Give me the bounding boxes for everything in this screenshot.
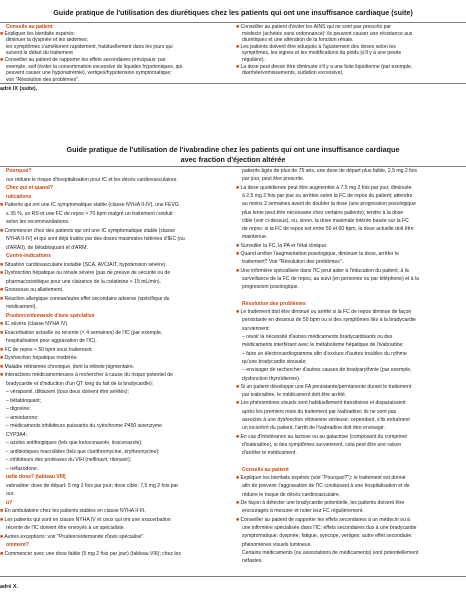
bullet-icon: ■ [236, 433, 241, 440]
text-line: – médicaments inhibiteurs puissants du cytochrome P450 isoenzyme [6, 423, 163, 429]
top-divider [0, 22, 466, 23]
bullet-icon: ■ [0, 516, 5, 523]
text-line: après les premiers mois du traitement par ivabradine; ils ne sont pas [242, 408, 397, 415]
text-line: récente de l'IC doivent être envoyés à un spécialiste. [6, 525, 126, 531]
section-heading: uelle dose? (tableau VIII) [6, 474, 66, 480]
bullet-icon: ■ [236, 43, 241, 50]
text-line: ■ IC sévère (classe NYHA IV). [0, 321, 69, 327]
text-line: ■ Conseiller au patient de rapporter les effets secondaires principaux: par [0, 57, 166, 63]
text-line: surviennent: [242, 325, 270, 332]
bullet-icon: ■ [0, 550, 5, 557]
bullet-icon: ■ [0, 363, 5, 370]
text-line: vabradine: dose de départ: 5 mg 2 fois par jour; dose cible: 7,5 mg 2 fois par [6, 482, 179, 489]
text-line: médecin (achetés sans ordonnance): ils peuvent causer une résistance aux [242, 30, 413, 37]
text-line: ■ Situation cardiovasculaire instable (SCA, AVC/AIT, hypotension sévère). [0, 261, 167, 268]
text-line: our. [6, 491, 15, 497]
section-heading: Chez qui et quand? [6, 185, 53, 191]
text-line: par jour, peut être prescrite. [242, 176, 305, 183]
text-line: ■ Expliquer les bienfaits espérés (voir "Pourquoi?"): le traitement est donné [236, 475, 406, 482]
section-heading: ndications [6, 193, 32, 200]
top-bottom-divider [0, 83, 466, 84]
text-line: ■ Commencer chez des patients qui ont une IC symptomatique stable (classe [0, 227, 175, 234]
text-line: diminuer la dyspnée et les œdèmes; [6, 37, 89, 44]
text-line: – digoxine; [6, 406, 31, 412]
bottom-bottom-divider [0, 576, 466, 577]
text-line: cible (voir ci-dessus), ou, sinon, la dose maximale tolérée basée sur la FC [242, 217, 409, 224]
bullet-icon: ■ [0, 321, 5, 327]
top-right-column [236, 24, 466, 88]
text-line: our réduire le risque d'hospitalisation pour IC et les décès cardiovasculaires. [6, 176, 178, 183]
text-line: – néfazodone. [6, 465, 39, 472]
text-line: ■ Patients qui ont une IC symptomatique stable (classe NYHA II-IV), une FEVG [0, 202, 179, 208]
text-line: par ivabradine, le médicament doit être arrêté. [242, 392, 347, 399]
text-line: – amiodarone; [6, 414, 39, 421]
text-line: CYP3A4; [6, 431, 27, 438]
text-line: d'ARAII), de bêtabloquant et d'ARM. [6, 244, 88, 251]
bullet-icon: ■ [0, 270, 5, 276]
text-line: ■ La dose peut devoir être diminuée s'il y a une fuite liquidienne (par exemple, [236, 63, 413, 70]
text-line: ■ Grossesse ou allaitement. [0, 287, 64, 293]
text-line: ■ Quand arrêter l'augmentation posologique, diminuer la dose, arrêter le [236, 251, 399, 257]
bullet-icon: ■ [236, 500, 241, 506]
text-line: les symptômes s'améliorent rapidement, habituellement dans les jours qui [6, 43, 173, 50]
bullet-icon: ■ [0, 355, 5, 361]
bullet-icon: ■ [0, 329, 5, 336]
top-caption: adré IX (suite). [0, 86, 38, 92]
section-heading: Prudence/demande d'avis spécialisé [6, 312, 95, 319]
text-line: maintenue. [242, 234, 268, 241]
section-heading: Conseils au patient [242, 466, 289, 473]
text-line: patients âgés de plus de 75 ans, une dose de départ plus faible, 2,5 mg 2 fois [242, 168, 418, 174]
text-line: d'ivabradine), si des symptômes surviennent, cela peut être une raison [242, 441, 402, 448]
text-line: ■ Interactions médicamenteuses à rechercher à cause du risque potentiel de [0, 372, 173, 378]
text-line: ■ FC de repos < 50 bpm sous traitement. [0, 346, 93, 353]
section-heading: Résolution des problèmes [242, 300, 306, 307]
text-line: néfastes. [242, 558, 263, 565]
text-line: diurétiques et une altération de la fonction rénale. [242, 37, 354, 44]
top-left-column [0, 24, 232, 88]
text-line: qu'une bradycardie sinusale; [242, 358, 307, 365]
text-line: ■ La dose quotidienne peut être augmentée à 7,5 mg 2 fois par jour, diminuée [236, 184, 412, 191]
bullet-icon: ■ [0, 227, 5, 234]
bottom-caption: adré X. [0, 584, 18, 590]
bottom-table-title-line1: Guide pratique de l'utilisation de l'ivabradine chez les patients qui ont une insuffisance cardiaque [66, 145, 400, 154]
section-heading: Pourquoi? [6, 168, 32, 174]
text-line: ■ Les patients doivent être éduqués à l'ajustement des doses selon les [236, 43, 396, 50]
text-line: réduire le risque de décès cardiovasculaire. [242, 491, 341, 498]
bottom-divider [0, 166, 466, 167]
text-line: régulière). [242, 57, 265, 63]
text-line: – vérapamil, diltiazem (tous deux doivent être arrêtés); [6, 389, 129, 395]
section-heading: Conseils au patient [6, 24, 53, 30]
text-line: ■ Commencer avec une dose faible (5 mg 2 fois par jour) (tableau VIII); chez les [0, 550, 181, 557]
text-line: ■ Les phénomènes visuels sont habituellement transitoires et disparaissent [236, 400, 406, 407]
text-line: selon les recommandations. [6, 219, 70, 225]
text-line: surveillance de la FC de repos, au suivi (en personne ou par téléphone) et à la [242, 275, 419, 282]
text-line: médicament). [6, 304, 37, 310]
text-line: peuvent causer une hyponatrémie), vertiges/hypotension symptomatique; [6, 70, 172, 77]
text-line: hospitalisation pour aggravation de l'IC). [6, 338, 97, 344]
text-line: bradycardie et d'induction d'un QT long du fait de la bradycardie): [6, 380, 154, 387]
bullet-icon: ■ [236, 516, 241, 523]
text-line: ■ Les patients qui sont en classe NYHA IV et ceux qui ont une exacerbation [0, 516, 171, 523]
text-line: plus lente peut être nécessaire chez certains patients); tendre à la dose [242, 209, 404, 216]
text-line: ■ Exacerbation actuelle ou récente (< 4 semaines) de l'IC (par exemple, [0, 329, 163, 336]
section-heading: ù? [6, 499, 13, 506]
text-line: à 2,5 mg 2 fois par jour ou arrêtée selon la FC de repos du patient; attendre [242, 192, 413, 199]
text-line: ■ En cas d'intolérance au lactose ou au galactose (composant du comprimé [236, 433, 408, 440]
text-line: ≤ 35 %, un RS et une FC de repos > 70 bpm malgré un traitement conduit [6, 210, 173, 217]
text-line: diarrhée/vomissements, sudation excessive). [242, 70, 344, 77]
section-heading: omment? [6, 542, 29, 548]
bullet-icon: ■ [236, 475, 241, 482]
bullet-icon: ■ [0, 508, 5, 514]
text-line: dysfonction thyroïdienne). [242, 375, 301, 382]
bullet-icon: ■ [0, 287, 5, 293]
text-line: – faire un électrocardiogramme afin d'exclure d'autres troubles du rythme [242, 350, 407, 357]
text-line: ■ En ambulatoire chez les patients stables en classe NYHA II-III. [0, 508, 146, 514]
bullet-icon: ■ [236, 184, 241, 191]
text-line: – azoles antifongiques (tels que ketoconazole, itraconazole); [6, 440, 143, 446]
text-line: symptomatique: dyspnée, fatigue, syncope, vertiges; autre effet secondaire: [242, 533, 413, 540]
text-line: ■ Une infirmière spécialisée dans l'IC peut aider à l'éducation du patient, à la [236, 267, 409, 274]
text-line: NYHA II-IV) et qui sont déjà traités par des doses maximales tolérées d'IEC (ou [6, 236, 185, 242]
text-line: ■ Réaction allergique connue/autre effet secondaire adverse (spécifique du [0, 295, 170, 302]
text-line: – revoir la nécessité d'autres médicaments bradycardisants ou des [242, 334, 393, 340]
text-line: progression posologique. [242, 284, 299, 291]
text-line: un inconfort du patient, l'arrêt de l'ivabradine doit être envisagé. [242, 425, 385, 432]
text-line: ■ Surveiller la FC, la PA et l'état clinique. [236, 242, 328, 249]
text-line: ■ De façon à détecter une bradycardie potentielle, les patients doivent être [236, 500, 405, 506]
text-line: symptômes, les signes et les modifications du poids (s'il y a une pesée [242, 50, 402, 57]
text-line: exemple, soif (éviter la consommation excessive de liquides hypotoniques, qui [6, 63, 183, 70]
text-line: médicaments interférant avec le métabolisme hépatique de l'ivabradine; [242, 342, 404, 349]
text-line: – bêtabloquant; [6, 397, 42, 404]
bullet-icon: ■ [236, 383, 241, 390]
bullet-icon: ■ [0, 533, 5, 540]
bullet-icon: ■ [0, 202, 5, 208]
text-line: Certains médicaments (ou associations de médicaments) sont potentiellement [242, 549, 419, 556]
text-line: associés à une dysfonction rétinienne sérieuse; cependant, s'ils entraînent [242, 417, 410, 423]
bullet-icon: ■ [0, 30, 5, 37]
text-line: de repos: si la FC de repos est entre 50 et 60 bpm, la dose actuelle doit être [242, 226, 414, 233]
text-line: – inhibiteurs des protéases du VIH (nelfinavir, ritonavir); [6, 457, 132, 463]
bullet-icon: ■ [236, 24, 241, 30]
text-line: persistante en dessous de 50 bpm ou si des symptômes liés à la bradycardie [242, 317, 416, 324]
text-line: ■ Maladie rétinienne chronique, dont la rétinite pigmentaire. [0, 363, 135, 370]
text-line: afin de prévenir l'aggravation de l'IC conduisant à une hospitalisation et de [242, 483, 410, 490]
text-line: au moins 2 semaines avant de doubler la dose (une progression posologique [242, 201, 416, 208]
bullet-icon: ■ [236, 63, 241, 70]
top-table-title: Guide pratique de l'utilisation des diurétiques chez les patients qui ont une insuffisance cardiaque (suite) [53, 8, 413, 17]
text-line: une infirmière spécialisée dans l'IC; effets secondaires dus à une bradycardie [242, 524, 417, 531]
bullet-icon: ■ [0, 295, 5, 302]
text-line: – antibiotiques macrolides (tels que clarithromycine, érythromycine); [6, 448, 160, 455]
text-line: encouragés à mesurer et noter leur FC régulièrement. [242, 508, 364, 515]
text-line: ■ Dysfonction hépatique modérée. [0, 355, 78, 361]
text-line: ■ Expliquer les bienfaits espérés: [0, 30, 76, 37]
section-heading: Contre-indications [6, 253, 51, 259]
text-line: ■ Le traitement doit être diminué ou arrêté si la FC de repos diminue de façon [236, 309, 412, 316]
text-line: ■ Conseiller au patient de rapporter les effets secondaires à un médecin ou à [236, 516, 411, 523]
text-line: pharmacocinétique pour une clairance de la créatinine < 15 mL/min). [6, 278, 162, 285]
text-line: suivent le début du traitement [6, 50, 73, 57]
bottom-table-title-line2: avec fraction d'éjection altérée [180, 155, 286, 164]
text-line: ■ Si un patient développe une FA persistante/permanente durant le traitement [236, 383, 412, 390]
bottom-right-column [236, 168, 466, 568]
text-line: ■ Autres exceptions: voir "Prudence/demande d'avis spécialisé". [0, 533, 145, 540]
bullet-icon: ■ [0, 57, 5, 63]
text-line: – envisager de rechercher d'autres causes de bradyarythmie (par exemple, [242, 367, 412, 374]
bullet-icon: ■ [236, 267, 241, 274]
bullet-icon: ■ [236, 309, 241, 316]
bullet-icon: ■ [236, 242, 241, 249]
bottom-left-column [0, 168, 232, 568]
text-line: phénomènes visuels lumineux. [242, 541, 312, 548]
bullet-icon: ■ [0, 261, 5, 268]
bullet-icon: ■ [236, 251, 241, 257]
bullet-icon: ■ [0, 372, 5, 378]
text-line: ■ Dysfonction hépatique ou rénale sévère (pas de preuve de sécurité ou de [0, 270, 171, 276]
text-line: d'arrêter le médicament. [242, 450, 297, 457]
bullet-icon: ■ [236, 400, 241, 407]
bullet-icon: ■ [0, 346, 5, 353]
text-line: ■ Conseiller au patient d'éviter les AINS qui ne sont pas prescrits par [236, 24, 391, 30]
text-line: traitement? Voir "Résolution des problèmes". [242, 259, 344, 266]
text-line: voir "Résolution des problèmes". [6, 76, 80, 83]
